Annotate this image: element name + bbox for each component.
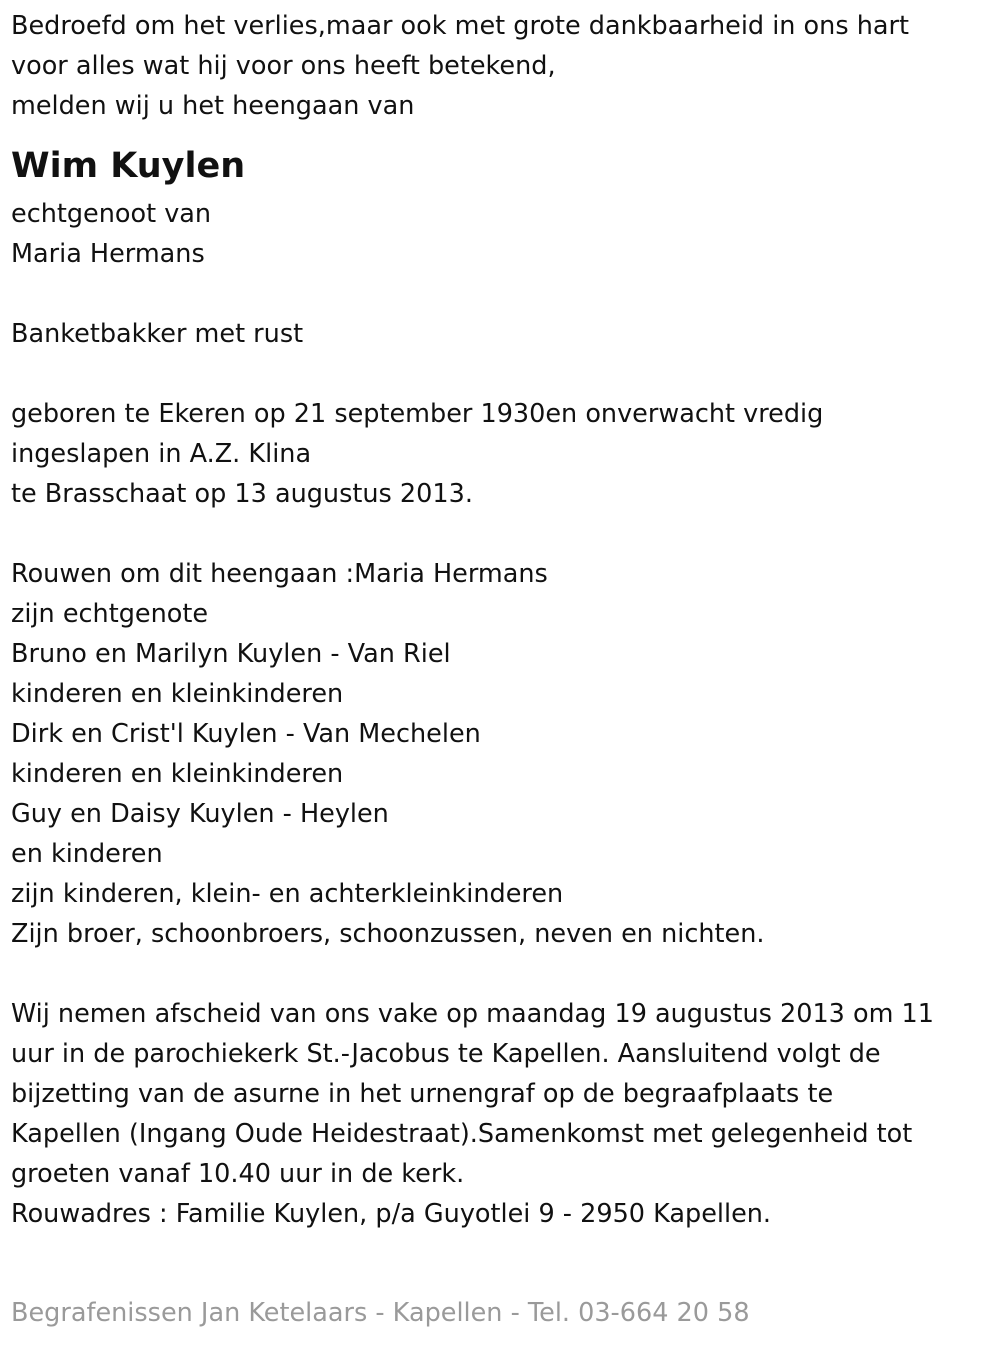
ceremony-line: bijzetting van de asurne in het urnengraf op de begraafplaats te bbox=[11, 1079, 834, 1109]
mourners-list bbox=[11, 554, 991, 954]
mourner-line: kinderen en kleinkinderen bbox=[11, 679, 344, 709]
ceremony-line: uur in de parochiekerk St.-Jacobus te Kapellen. Aansluitend volgt de bbox=[11, 1039, 881, 1069]
ceremony-line: Kapellen (Ingang Oude Heidestraat).Samenkomst met gelegenheid tot bbox=[11, 1119, 913, 1149]
profession: Banketbakker met rust bbox=[11, 319, 304, 349]
mourner-line: kinderen en kleinkinderen bbox=[11, 759, 344, 789]
mourner-line: Guy en Daisy Kuylen - Heylen bbox=[11, 799, 389, 829]
ceremony-line: Wij nemen afscheid van ons vake op maandag 19 augustus 2013 om 11 bbox=[11, 999, 934, 1029]
birth-death-line: te Brasschaat op 13 augustus 2013. bbox=[11, 479, 473, 509]
spouse-name: Maria Hermans bbox=[11, 239, 205, 269]
spacer bbox=[11, 354, 991, 394]
deceased-name: Wim Kuylen bbox=[11, 146, 246, 186]
spacer bbox=[11, 514, 991, 554]
birth-death-text bbox=[11, 394, 991, 514]
mourner-line: Dirk en Crist'l Kuylen - Van Mechelen bbox=[11, 719, 481, 749]
funeral-home-footer: Begrafenissen Jan Ketelaars - Kapellen - Tel. 03-664 20 58 bbox=[11, 1298, 750, 1328]
obituary-notice bbox=[11, 6, 991, 1234]
mourner-line: Rouwen om dit heengaan :Maria Hermans bbox=[11, 559, 548, 589]
mourner-line: Zijn broer, schoonbroers, schoonzussen, neven en nichten. bbox=[11, 919, 765, 949]
intro-line: melden wij u het heengaan van bbox=[11, 91, 415, 121]
mourner-line: Bruno en Marilyn Kuylen - Van Riel bbox=[11, 639, 451, 669]
mourner-line: en kinderen bbox=[11, 839, 163, 869]
mourner-line: zijn echtgenote bbox=[11, 599, 209, 629]
mourning-address: Rouwadres : Familie Kuylen, p/a Guyotlei 9 - 2950 Kapellen. bbox=[11, 1199, 772, 1229]
spacer bbox=[11, 954, 991, 994]
ceremony-line: groeten vanaf 10.40 uur in de kerk. bbox=[11, 1159, 465, 1189]
ceremony-details bbox=[11, 994, 991, 1234]
intro-line: voor alles wat hij voor ons heeft betekend, bbox=[11, 51, 556, 81]
intro-text bbox=[11, 6, 991, 126]
spouse-relation bbox=[11, 194, 991, 274]
relation-line: echtgenoot van bbox=[11, 199, 212, 229]
birth-death-line: geboren te Ekeren op 21 september 1930en onverwacht vredig bbox=[11, 399, 824, 429]
spacer bbox=[11, 274, 991, 314]
intro-line: Bedroefd om het verlies,maar ook met grote dankbaarheid in ons hart bbox=[11, 11, 909, 41]
mourner-line: zijn kinderen, klein- en achterkleinkinderen bbox=[11, 879, 564, 909]
birth-death-line: ingeslapen in A.Z. Klina bbox=[11, 439, 312, 469]
